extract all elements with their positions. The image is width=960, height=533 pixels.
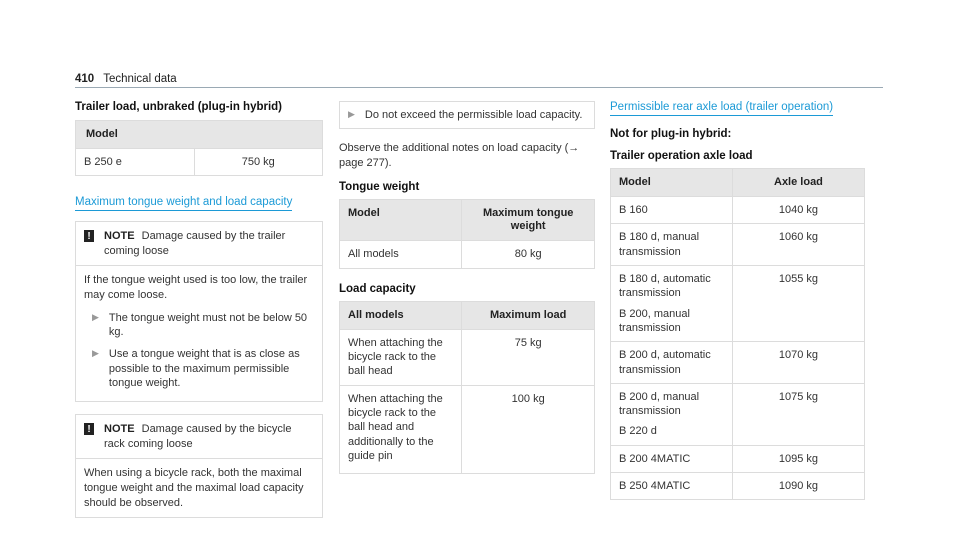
tongue-section-title: Maximum tongue weight and load capacity — [75, 196, 292, 211]
note-bicycle-rack — [75, 414, 323, 518]
table-cell-value: 1070 kg — [732, 342, 864, 384]
load-capacity-title: Load capacity — [339, 282, 416, 295]
table-cell-value: 1040 kg — [732, 197, 864, 224]
note-label: NOTE — [104, 230, 135, 243]
table-cell-model: B 200 4MATIC — [611, 445, 733, 472]
step-item — [84, 347, 314, 390]
warning-icon: ! — [84, 423, 94, 435]
axle-load-table-title: Trailer operation axle load — [610, 150, 753, 162]
table-cell-model: B 250 4MATIC — [611, 473, 733, 500]
header-rule — [75, 87, 883, 88]
axle-load-table — [610, 168, 865, 500]
table-header: Model — [340, 199, 462, 240]
table-row — [340, 385, 595, 473]
table-row — [611, 473, 865, 500]
tongue-weight-table — [339, 199, 595, 269]
table-cell-value: 1095 kg — [732, 445, 864, 472]
observe-note: Observe the additional notes on load capacity (→ page 277). — [339, 142, 580, 170]
table-row — [611, 445, 865, 472]
step-item — [340, 108, 586, 122]
table-row — [611, 383, 865, 445]
page-number: 410 — [75, 73, 95, 85]
table-header-model: Model — [76, 121, 323, 149]
step-text: The tongue weight must not be below 50 kg. — [108, 311, 308, 339]
tongue-weight-title: Tongue weight — [339, 180, 420, 193]
table-cell-value: 1060 kg — [732, 224, 864, 266]
table-cell-model: B 180 d, automatic transmission B 200, manual transmission — [611, 266, 733, 342]
table-cell-value: 750 kg — [194, 149, 322, 176]
table-cell-model: B 160 — [611, 197, 733, 224]
column-1 — [75, 101, 323, 518]
play-arrow-icon: ▶ — [92, 348, 99, 359]
not-for-hybrid: Not for plug-in hybrid: — [610, 128, 732, 140]
table-row — [611, 342, 865, 384]
note-trailer — [75, 221, 323, 402]
section-name: Technical data — [103, 73, 177, 85]
table-row — [340, 329, 595, 385]
note-text: Damage caused by the bicycle rack coming loose — [104, 423, 292, 450]
table-header: Maximum tongue weight — [462, 199, 595, 240]
table-cell-model: B 200 d, manual transmission B 220 d — [611, 383, 733, 445]
step-text: Do not exceed the permissible load capacity. — [364, 109, 583, 121]
warning-icon: ! — [84, 230, 94, 242]
table-header: Maximum load — [462, 301, 595, 329]
table-cell-model: B 200 d, automatic transmission — [611, 342, 733, 384]
table-cell-value: 1075 kg — [732, 383, 864, 445]
note-body-text: If the tongue weight used is too low, the trailer may come loose. — [84, 274, 308, 301]
table-cell-value: 80 kg — [462, 241, 595, 268]
load-capacity-table — [339, 301, 595, 475]
note-text: Damage caused by the trailer coming loose — [104, 230, 286, 257]
table-cell-condition: When attaching the bicycle rack to the ball head and additionally to the guide pin — [340, 385, 462, 473]
table-cell-value: 100 kg — [462, 385, 595, 473]
note-label: NOTE — [104, 423, 135, 436]
table-row — [611, 266, 865, 342]
table-cell-model: B 250 e — [76, 149, 195, 176]
table-header: All models — [340, 301, 462, 329]
table-header: Model — [611, 169, 733, 197]
step-box — [339, 101, 595, 129]
table-cell-value: 75 kg — [462, 329, 595, 385]
trailer-load-table — [75, 120, 323, 176]
table-cell-value: 1055 kg — [732, 266, 864, 342]
table-cell-model: All models — [340, 241, 462, 268]
column-2 — [339, 101, 595, 474]
table-row — [340, 241, 595, 268]
step-item — [84, 311, 314, 340]
step-text: Use a tongue weight that is as close as possible to the maximum permissible tongue weight. — [108, 348, 300, 389]
trailer-load-title: Trailer load, unbraked (plug-in hybrid) — [75, 101, 283, 113]
table-row — [76, 149, 323, 176]
table-header: Axle load — [732, 169, 864, 197]
page-header — [75, 73, 177, 85]
play-arrow-icon: ▶ — [348, 109, 355, 119]
column-3 — [610, 101, 865, 500]
note-body-text: When using a bicycle rack, both the maximal tongue weight and the maximal load capacity should be observed. — [84, 466, 304, 509]
play-arrow-icon: ▶ — [92, 311, 99, 322]
table-cell-condition: When attaching the bicycle rack to the ball head — [340, 329, 462, 385]
rear-axle-title: Permissible rear axle load (trailer operation) — [610, 101, 833, 116]
table-row — [611, 224, 865, 266]
table-cell-model: B 180 d, manual transmission — [611, 224, 733, 266]
table-cell-value: 1090 kg — [732, 473, 864, 500]
table-row — [611, 197, 865, 224]
